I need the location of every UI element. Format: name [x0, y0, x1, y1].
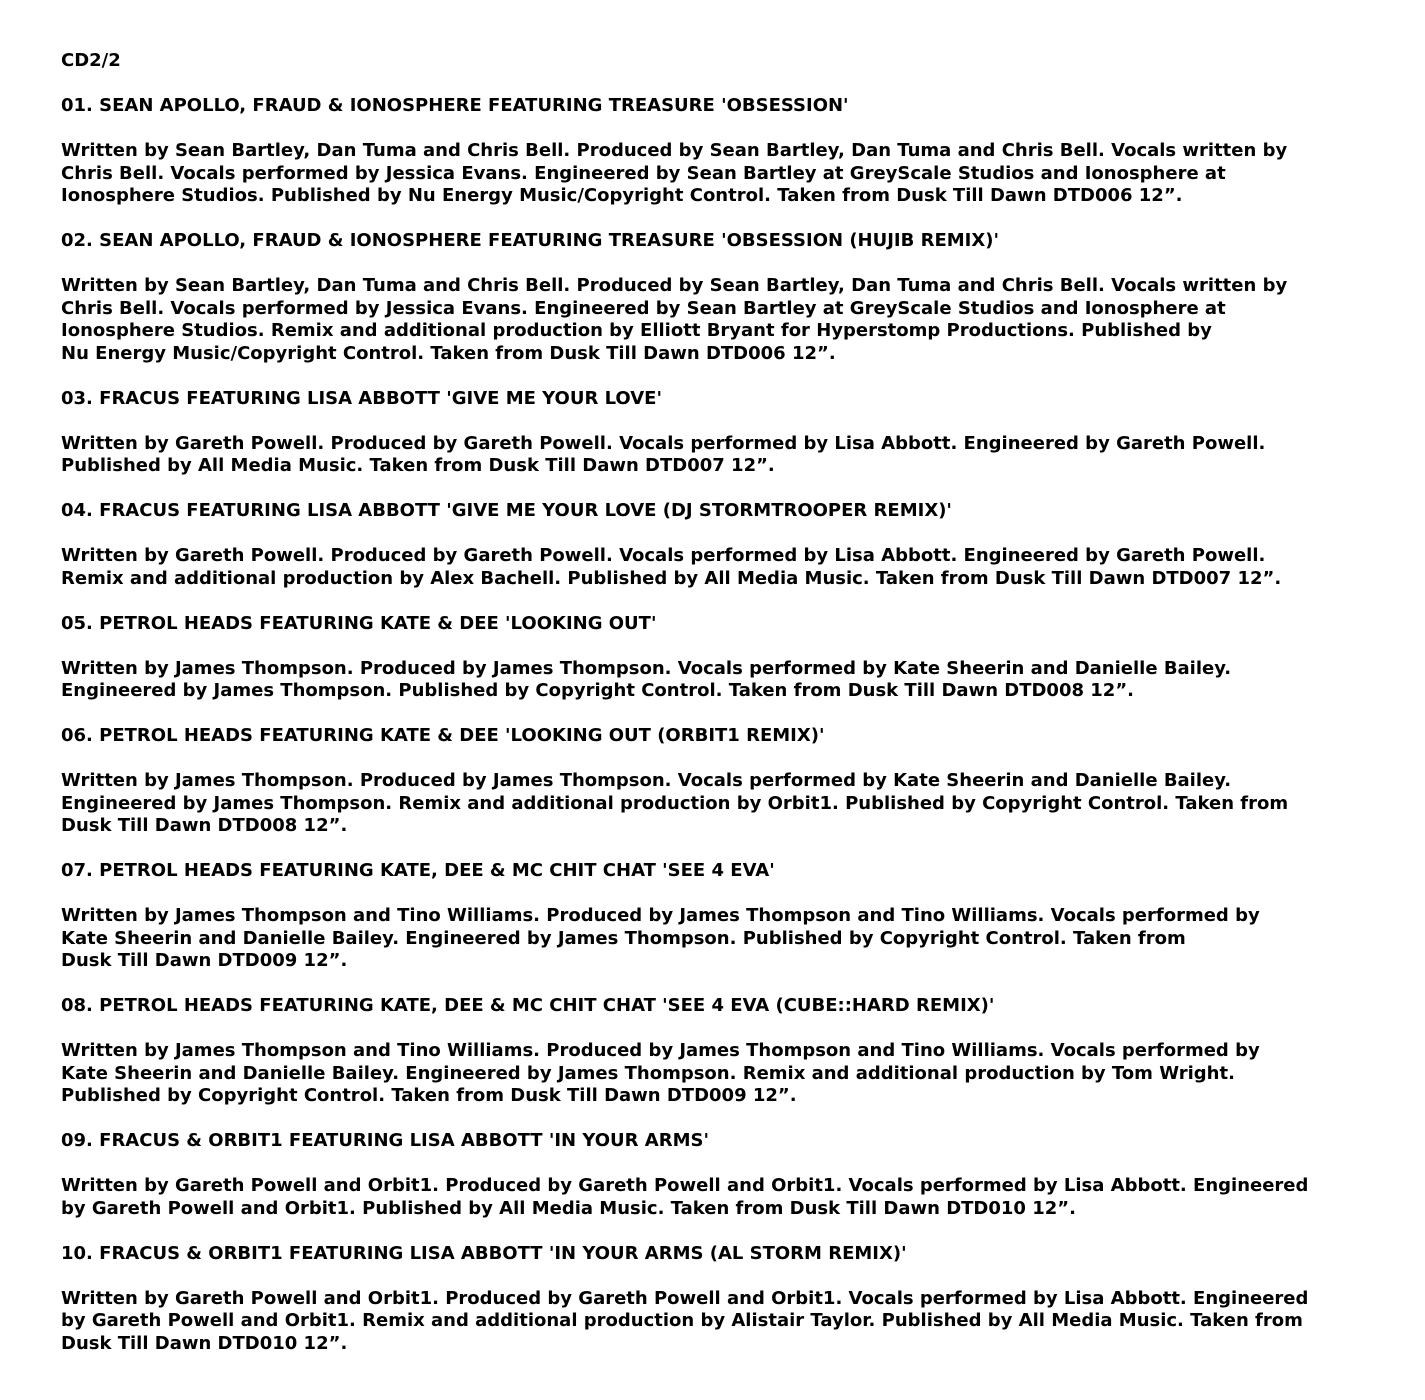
credit-line: Remix and additional production by Alex Bachell. Published by All Media Music. Taken from Dusk Till Dawn DTD007 12”.: [61, 567, 1282, 589]
track-credits: [61, 1288, 1381, 1356]
credit-line: Written by James Thompson and Tino Williams. Produced by James Thompson and Tino Williams. Vocals performed by: [61, 1040, 1260, 1061]
track-entry: [61, 500, 1381, 590]
credit-line: Written by Gareth Powell and Orbit1. Produced by Gareth Powell and Orbit1. Vocals performed by Lisa Abbott. Engineered: [61, 1287, 1309, 1309]
credit-line: Written by Gareth Powell. Produced by Gareth Powell. Vocals performed by Lisa Abbott. Engineered by Gareth Powell.: [61, 432, 1266, 454]
track-entry: [61, 1243, 1381, 1356]
track-title: 02. SEAN APOLLO, FRAUD & IONOSPHERE FEATURING TREASURE 'OBSESSION (HUJIB REMIX)': [61, 230, 999, 251]
track-title: 06. PETROL HEADS FEATURING KATE & DEE 'LOOKING OUT (ORBIT1 REMIX)': [61, 725, 825, 746]
credit-line: Published by All Media Music. Taken from Dusk Till Dawn DTD007 12”.: [61, 455, 775, 476]
track-list: [61, 95, 1381, 1355]
credit-line: Nu Energy Music/Copyright Control. Taken from Dusk Till Dawn DTD006 12”.: [61, 342, 836, 364]
credit-line: Dusk Till Dawn DTD010 12”.: [61, 1332, 348, 1354]
credit-line: Ionosphere Studios. Remix and additional production by Elliott Bryant for Hyperstomp Productions. Published by: [61, 320, 1212, 341]
credit-line: Published by Copyright Control. Taken from Dusk Till Dawn DTD009 12”.: [61, 1085, 797, 1106]
credit-line: by Gareth Powell and Orbit1. Published by All Media Music. Taken from Dusk Till Dawn DTD010 12”.: [61, 1197, 1076, 1219]
disc-label: CD2/2: [61, 50, 121, 71]
track-credits: [61, 275, 1381, 365]
track-entry: [61, 388, 1381, 478]
track-entry: [61, 95, 1381, 208]
track-credits: [61, 433, 1381, 478]
track-title: 01. SEAN APOLLO, FRAUD & IONOSPHERE FEATURING TREASURE 'OBSESSION': [61, 95, 849, 116]
track-entry: [61, 860, 1381, 973]
credit-line: Dusk Till Dawn DTD009 12”.: [61, 950, 348, 971]
track-listing-sheet: [61, 50, 1381, 1378]
track-credits: [61, 658, 1381, 703]
track-title: 05. PETROL HEADS FEATURING KATE & DEE 'LOOKING OUT': [61, 612, 657, 634]
track-entry: [61, 1130, 1381, 1220]
credit-line: Written by Sean Bartley, Dan Tuma and Chris Bell. Produced by Sean Bartley, Dan Tuma and Chris Bell. Vocals written by: [61, 140, 1288, 161]
track-credits: [61, 1040, 1381, 1108]
credit-line: Ionosphere Studios. Published by Nu Energy Music/Copyright Control. Taken from Dusk Till Dawn DTD006 12”.: [61, 185, 1183, 206]
credit-line: Chris Bell. Vocals performed by Jessica Evans. Engineered by Sean Bartley at GreyScale Studios and Ionosphere at: [61, 162, 1226, 184]
credit-line: Written by Gareth Powell. Produced by Gareth Powell. Vocals performed by Lisa Abbott. Engineered by Gareth Powell.: [61, 545, 1266, 566]
track-title: 03. FRACUS FEATURING LISA ABBOTT 'GIVE ME YOUR LOVE': [61, 387, 662, 409]
credit-line: Written by James Thompson. Produced by James Thompson. Vocals performed by Kate Sheerin and Danielle Bailey.: [61, 657, 1232, 679]
track-title: 09. FRACUS & ORBIT1 FEATURING LISA ABBOTT 'IN YOUR ARMS': [61, 1130, 709, 1151]
track-title: 10. FRACUS & ORBIT1 FEATURING LISA ABBOTT 'IN YOUR ARMS (AL STORM REMIX)': [61, 1242, 907, 1264]
credit-line: Written by James Thompson and Tino Williams. Produced by James Thompson and Tino Williams. Vocals performed by: [61, 905, 1260, 926]
credit-line: by Gareth Powell and Orbit1. Remix and additional production by Alistair Taylor. Published by All Media Music. Taken from: [61, 1310, 1303, 1331]
track-title: 04. FRACUS FEATURING LISA ABBOTT 'GIVE ME YOUR LOVE (DJ STORMTROOPER REMIX)': [61, 500, 952, 521]
track-credits: [61, 1175, 1381, 1220]
track-credits: [61, 140, 1381, 208]
credit-line: Written by Sean Bartley, Dan Tuma and Chris Bell. Produced by Sean Bartley, Dan Tuma and Chris Bell. Vocals written by: [61, 275, 1288, 296]
track-entry: [61, 995, 1381, 1108]
credit-line: Engineered by James Thompson. Remix and additional production by Orbit1. Published by Copyright Control. Taken from: [61, 792, 1289, 814]
track-entry: [61, 725, 1381, 838]
credit-line: Engineered by James Thompson. Published by Copyright Control. Taken from Dusk Till Dawn DTD008 12”.: [61, 680, 1134, 701]
track-credits: [61, 545, 1381, 590]
credit-line: Written by Gareth Powell and Orbit1. Produced by Gareth Powell and Orbit1. Vocals performed by Lisa Abbott. Engineered: [61, 1175, 1309, 1196]
track-title: 07. PETROL HEADS FEATURING KATE, DEE & MC CHIT CHAT 'SEE 4 EVA': [61, 860, 775, 881]
track-entry: [61, 230, 1381, 365]
credit-line: Written by James Thompson. Produced by James Thompson. Vocals performed by Kate Sheerin and Danielle Bailey.: [61, 770, 1232, 791]
track-title: 08. PETROL HEADS FEATURING KATE, DEE & MC CHIT CHAT 'SEE 4 EVA (CUBE::HARD REMIX)': [61, 995, 995, 1016]
track-entry: [61, 613, 1381, 703]
credit-line: Dusk Till Dawn DTD008 12”.: [61, 815, 348, 836]
credit-line: Kate Sheerin and Danielle Bailey. Engineered by James Thompson. Remix and additional production by Tom Wright.: [61, 1062, 1235, 1084]
credit-line: Chris Bell. Vocals performed by Jessica Evans. Engineered by Sean Bartley at GreyScale Studios and Ionosphere at: [61, 297, 1226, 319]
track-credits: [61, 905, 1381, 973]
credit-line: Kate Sheerin and Danielle Bailey. Engineered by James Thompson. Published by Copyright Control. Taken from: [61, 927, 1186, 949]
track-credits: [61, 770, 1381, 838]
